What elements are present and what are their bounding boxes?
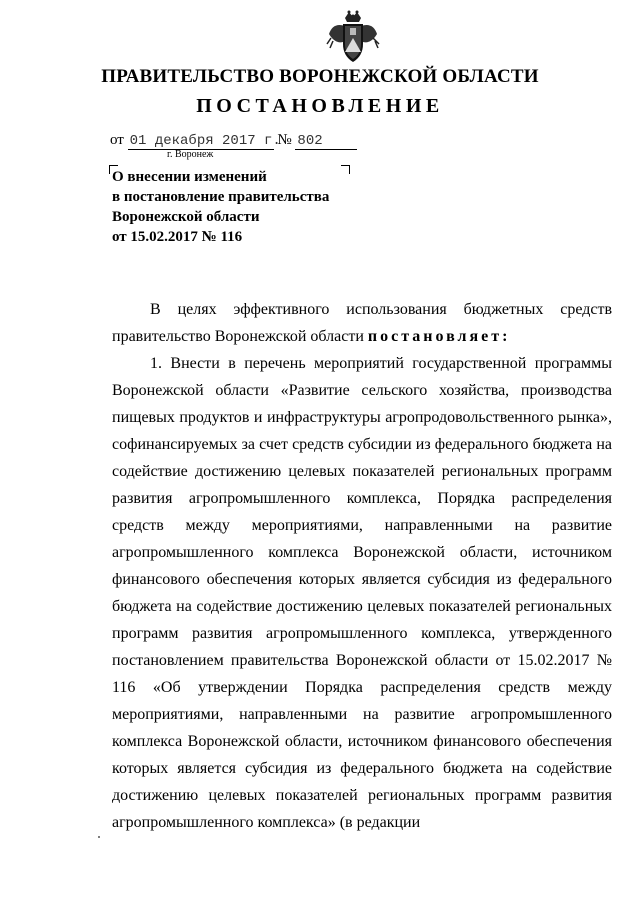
document-number: 802 xyxy=(295,133,357,150)
organization-title: ПРАВИТЕЛЬСТВО ВОРОНЕЖСКОЙ ОБЛАСТИ xyxy=(101,66,539,87)
document-body xyxy=(112,296,612,836)
decree-word: постановляет: xyxy=(367,328,511,345)
subject-line: Воронежской области xyxy=(112,209,260,225)
intro-paragraph xyxy=(112,296,612,350)
document-subject xyxy=(112,167,352,247)
number-label: № xyxy=(277,132,292,148)
from-label: от xyxy=(110,132,124,148)
document-type: ПОСТАНОВЛЕНИЕ xyxy=(196,95,444,117)
item-1-paragraph: 1. Внести в перечень мероприятий государственной программы Воронежской области «Развитие сельского хозяйства, производства пищевых продуктов и инфраструктуры агропродовольственного рынка», софинансируемых за счет средств субсидии из федерального бюджета на содействие достижению целевых показателей региональных программ развития агропромышленного комплекса, Порядка распределения средств между мероприятиями, направленными на развитие агропромышленного комплекса Воронежской области, источником финансового обеспечения которых является субсидия из федерального бюджета на содействие достижению целевых показателей региональных программ развития агропромышленного комплекса, утвержденного постановлением правительства Воронежской области от 15.02.2017 № 116 «Об утверждении Порядка распределения средств между мероприятиями, направленными на развитие агропромышленного комплекса Воронежской области, источником финансового обеспечения которых является субсидия из федерального бюджета на содействие достижению целевых показателей региональных программ развития агропромышленного комплекса» (в редакции xyxy=(112,355,612,831)
subject-line: от 15.02.2017 № 116 xyxy=(112,229,243,245)
document-date: 01 декабря 2017 г. xyxy=(129,133,281,149)
coat-of-arms-icon xyxy=(323,8,383,68)
subject-line: в постановление правительства xyxy=(112,189,330,205)
registration-line xyxy=(110,132,357,150)
subject-line: О внесении изменений xyxy=(112,169,267,185)
scan-speck xyxy=(98,836,100,838)
intro-text: В целях эффективного использования бюджетных средств правительство Воронежской области xyxy=(112,301,612,345)
city-label: г. Воронеж xyxy=(167,149,214,160)
